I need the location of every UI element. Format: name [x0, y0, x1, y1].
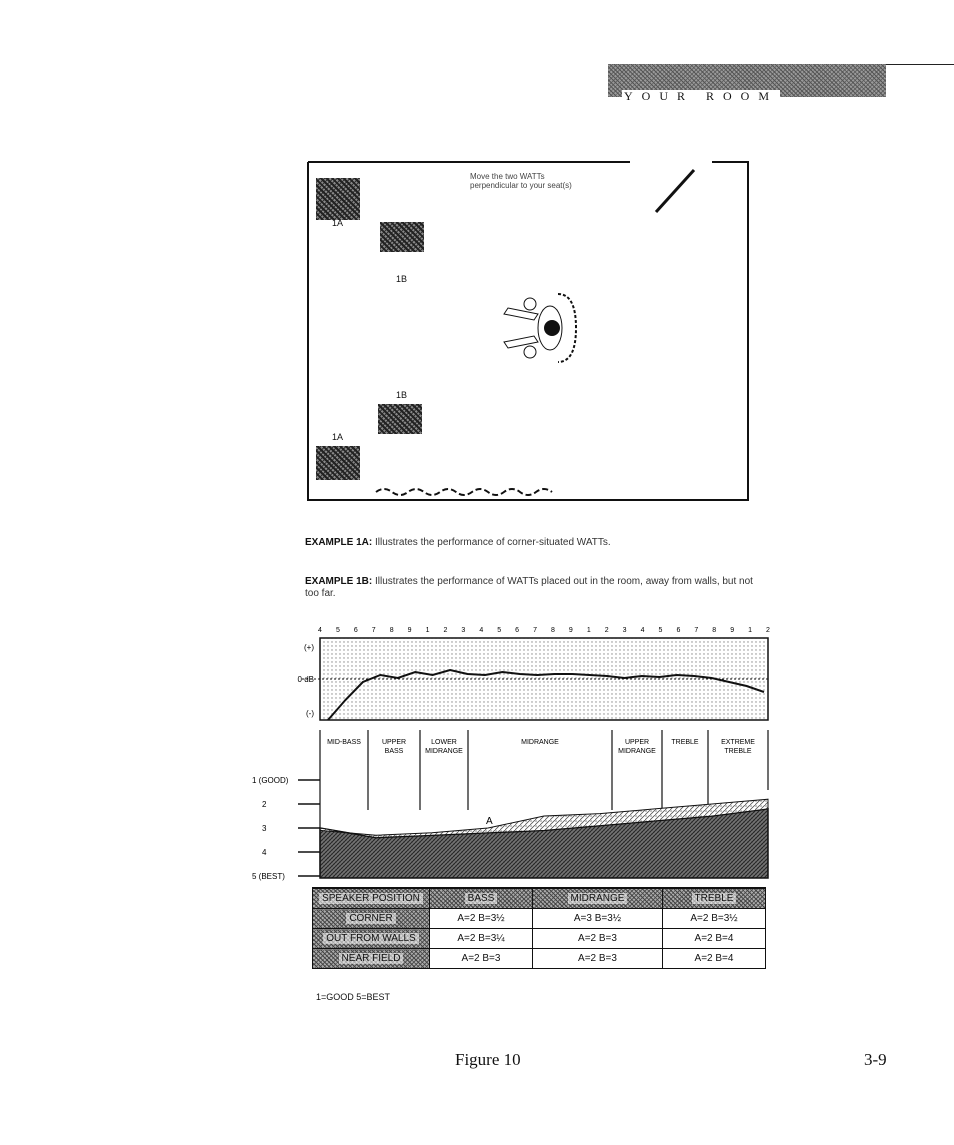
x-tick-label: 6 [353, 627, 358, 634]
band-label: MID-BASS [327, 739, 361, 746]
ratings-table [312, 887, 766, 969]
table-header-cell: BASS [430, 888, 533, 909]
table-header-cell: MIDRANGE [533, 888, 663, 909]
x-tick-label: 8 [712, 627, 717, 634]
x-tick-label: 9 [730, 627, 735, 634]
room-diagram [300, 160, 750, 502]
band-label: EXTREME TREBLE [721, 739, 755, 755]
x-tick-label: 4 [479, 627, 484, 634]
x-tick-label: 4 [640, 627, 645, 634]
table-cell: A=2 B=3 [430, 949, 533, 969]
x-tick-label: 3 [622, 627, 627, 634]
x-tick-label: 9 [568, 627, 573, 634]
series-label: A [486, 816, 493, 827]
y-tick-label: 5 (BEST) [252, 872, 285, 881]
room-note: Move the two WATTs perpendicular to your seat(s) [470, 172, 572, 190]
y-tick-label: 2 [262, 800, 267, 809]
table-row [313, 929, 766, 949]
table-header-cell: TREBLE [662, 888, 765, 909]
speaker-1b-bottom [378, 404, 422, 434]
row-label: NEAR FIELD [313, 949, 430, 969]
example-1b [305, 576, 765, 600]
table-cell: A=2 B=4 [662, 929, 765, 949]
x-tick-label: 5 [335, 627, 340, 634]
speaker-label: 1B [396, 274, 408, 284]
speaker-1b-top [380, 222, 424, 252]
x-tick-label: 7 [694, 627, 699, 634]
band-label: TREBLE [671, 739, 699, 746]
table-row [313, 949, 766, 969]
y-tick-label: 4 [262, 848, 267, 857]
table-cell: A=2 B=3½ [662, 909, 765, 929]
room-outline [300, 160, 750, 502]
page-number: 3-9 [864, 1050, 887, 1069]
speaker-1a-top [316, 178, 360, 220]
figure-caption: Figure 10 [455, 1050, 521, 1069]
example-1a [305, 537, 725, 549]
row-label: CORNER [313, 909, 430, 929]
x-tick-label: 2 [443, 627, 448, 634]
example-text: Illustrates the performance of corner-situated WATTs. [375, 537, 611, 548]
y-tick-label: 1 (GOOD) [252, 776, 289, 785]
section-title: YOUR ROOM [624, 89, 779, 103]
example-lead: EXAMPLE 1A: [305, 537, 373, 548]
listener-icon [504, 294, 576, 362]
speaker-label: 1A [332, 432, 344, 442]
band-label: UPPER MIDRANGE [618, 739, 656, 755]
x-tick-label: 6 [676, 627, 681, 634]
speaker-label: 1A [332, 218, 344, 228]
x-tick-label: 3 [461, 627, 466, 634]
y-tick-label: (-) [306, 709, 314, 718]
table-footnote: 1=GOOD 5=BEST [316, 992, 391, 1002]
table-cell: A=2 B=3 [533, 929, 663, 949]
table-header-cell: SPEAKER POSITION [313, 888, 430, 909]
x-tick-label: 1 [748, 627, 753, 634]
x-tick-label: 5 [497, 627, 502, 634]
x-tick-label: 7 [533, 627, 537, 634]
band-label: LOWER MIDRANGE [425, 739, 463, 755]
x-tick-label: 2 [766, 627, 770, 634]
header-rule [886, 64, 954, 65]
chart-svg [250, 620, 770, 881]
x-tick-label: 2 [604, 627, 609, 634]
table-cell: A=3 B=3½ [533, 909, 663, 929]
x-tick-label: 4 [318, 627, 322, 634]
y-tick-label: (+) [304, 643, 314, 652]
row-label: OUT FROM WALLS [313, 929, 430, 949]
table-row [313, 909, 766, 929]
table-cell: A=2 B=4 [662, 949, 765, 969]
x-tick-label: 1 [586, 627, 591, 634]
y-tick-label: 3 [262, 824, 267, 833]
table-cell: A=2 B=3 [533, 949, 663, 969]
band-label: MIDRANGE [521, 739, 559, 746]
x-tick-label: 9 [407, 627, 412, 634]
speaker-label: 1B [396, 390, 408, 400]
table-cell: A=2 B=3½ [430, 909, 533, 929]
x-tick-label: 5 [658, 627, 663, 634]
y-tick-label: 0 dB [297, 675, 314, 684]
example-text: Illustrates the performance of WATTs placed out in the room, away from walls, but not too far. [305, 576, 753, 599]
table-header-row [313, 888, 766, 909]
x-tick-label: 6 [515, 627, 520, 634]
example-lead: EXAMPLE 1B: [305, 576, 373, 587]
x-tick-label: 8 [389, 627, 394, 634]
x-tick-label: 1 [425, 627, 430, 634]
x-tick-label: 7 [371, 627, 376, 634]
table-cell: A=2 B=3¼ [430, 929, 533, 949]
speaker-1a-bottom [316, 446, 360, 480]
frequency-chart [250, 620, 770, 881]
band-label: UPPER BASS [381, 739, 407, 755]
x-tick-label: 8 [551, 627, 555, 634]
